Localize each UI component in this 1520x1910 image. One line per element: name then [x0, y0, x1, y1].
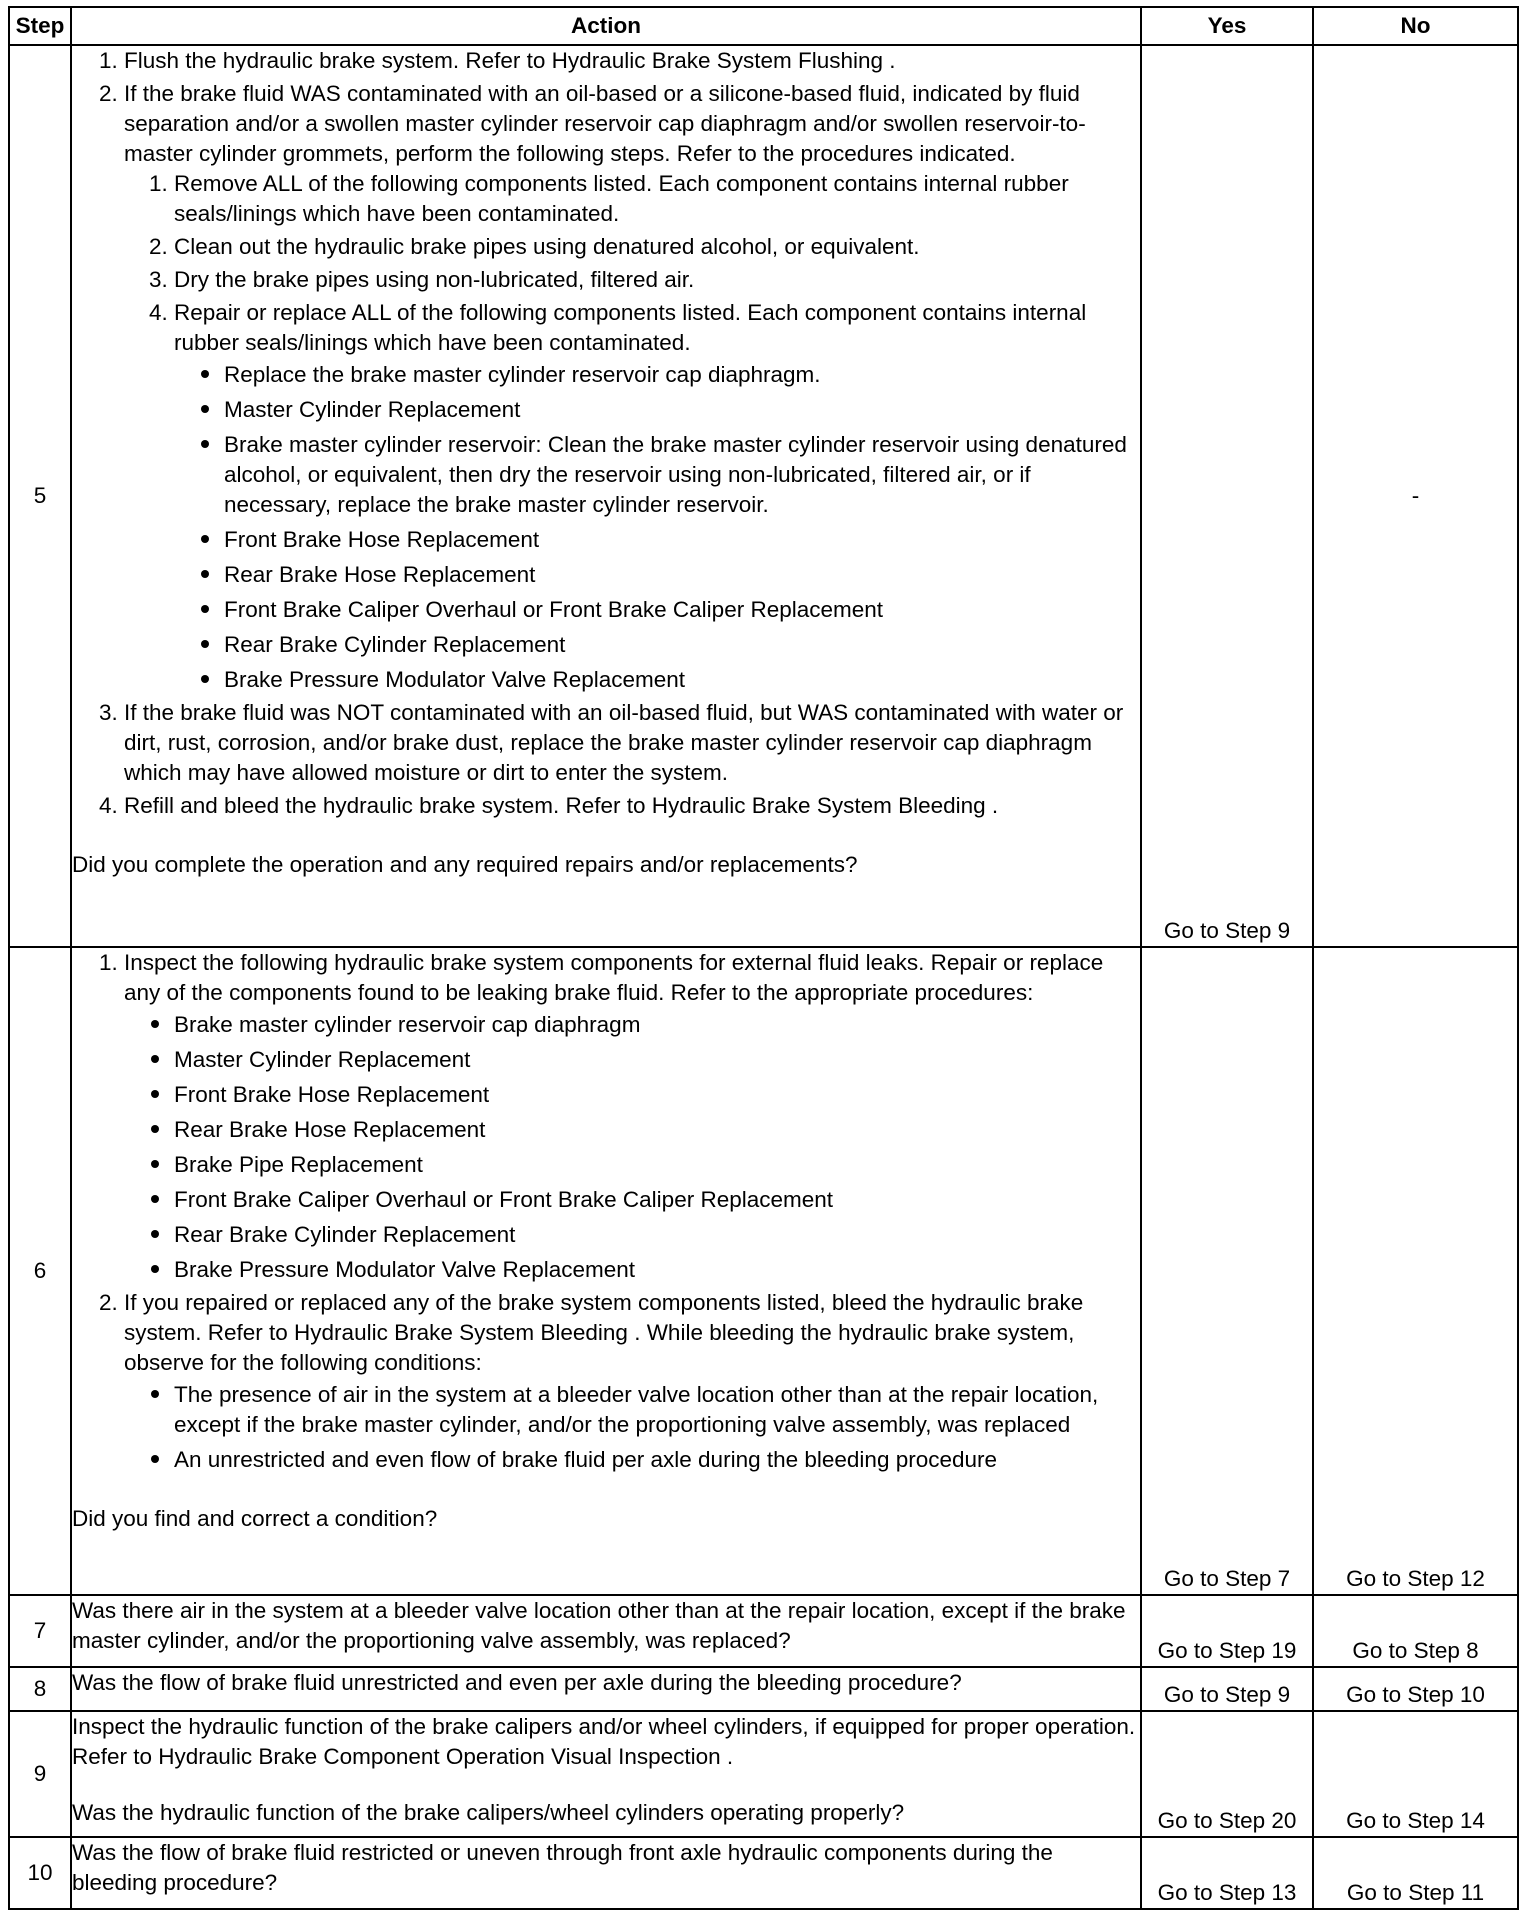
condition-list	[124, 1378, 1140, 1475]
list-item: 1. Flush the hydraulic brake system. Refer to Hydraulic Brake System Flushing .	[124, 46, 1140, 76]
bullet-item: • Front Brake Caliper Overhaul or Front Brake Caliper Replacement	[224, 593, 1140, 625]
yes-result: Go to Step 13	[1141, 1837, 1313, 1909]
step-6-action	[71, 947, 1141, 1595]
yes-result: Go to Step 7	[1141, 947, 1313, 1595]
step-6-row	[9, 947, 1518, 1595]
question: Was the flow of brake fluid restricted or uneven through front axle hydraulic components during the bleeding procedure?	[72, 1840, 1053, 1895]
step-10-action	[71, 1837, 1141, 1909]
step-5-list	[72, 46, 1140, 821]
sub-list	[124, 169, 1140, 695]
list-item: 2. Clean out the hydraulic brake pipes using denatured alcohol, or equivalent.	[174, 232, 1140, 262]
step-8-row	[9, 1667, 1518, 1711]
instruction: Inspect the hydraulic function of the brake calipers and/or wheel cylinders, if equipped for proper operation. Refer to Hydraulic Brake Component Operation Visual Inspection .	[72, 1714, 1136, 1769]
list-item	[124, 79, 1140, 695]
step-number: 6	[9, 947, 71, 1595]
bullet-item: • Replace the brake master cylinder reservoir cap diaphragm.	[224, 358, 1140, 390]
yes-header: Yes	[1141, 7, 1313, 45]
bullet-item: • Rear Brake Hose Replacement	[224, 558, 1140, 590]
bullet-item: • Front Brake Hose Replacement	[224, 523, 1140, 555]
no-result: Go to Step 11	[1313, 1837, 1518, 1909]
list-item: 1. Remove ALL of the following components listed. Each component contains internal rubber seals/linings which have been contaminated.	[174, 169, 1140, 229]
bullet-item: • An unrestricted and even flow of brake fluid per axle during the bleeding procedure	[174, 1443, 1140, 1475]
yes-result: Go to Step 20	[1141, 1711, 1313, 1837]
spacer	[72, 824, 1140, 850]
list-item: 3. If the brake fluid was NOT contaminated with an oil-based fluid, but WAS contaminated with water or dirt, rust, corrosion, and/or brake dust, replace the brake master cylinder reservoir cap diaphragm which may have allowed moisture or dirt to enter the system.	[124, 698, 1140, 788]
list-item	[124, 948, 1140, 1285]
bullet-item: • Master Cylinder Replacement	[174, 1043, 1140, 1075]
list-item	[174, 298, 1140, 695]
list-item	[124, 1288, 1140, 1475]
bullet-item: • The presence of air in the system at a bleeder valve location other than at the repair location, except if the brake master cylinder, and/or the proportioning valve assembly, was replaced	[174, 1378, 1140, 1440]
no-result: Go to Step 14	[1313, 1711, 1518, 1837]
yes-result: Go to Step 19	[1141, 1595, 1313, 1667]
question: Was the hydraulic function of the brake calipers/wheel cylinders operating properly?	[72, 1800, 905, 1825]
no-result: -	[1313, 45, 1518, 947]
no-result: Go to Step 8	[1313, 1595, 1518, 1667]
bullet-item: • Rear Brake Cylinder Replacement	[224, 628, 1140, 660]
step-number: 9	[9, 1711, 71, 1837]
list-item-text: Repair or replace ALL of the following components listed. Each component contains internal rubber seals/linings which have been contaminated.	[174, 300, 1087, 355]
step-9-row	[9, 1711, 1518, 1837]
list-item-text: If the brake fluid WAS contaminated with an oil-based or a silicone-based fluid, indicated by fluid separation and/or a swollen master cylinder reservoir cap diaphragm and/or swollen reservoir-to-master cylinder grommets, perform the following steps. Refer to the procedures indicated.	[124, 81, 1086, 166]
bullet-item: • Rear Brake Cylinder Replacement	[174, 1218, 1140, 1250]
header-row	[9, 7, 1518, 45]
list-item: 3. Dry the brake pipes using non-lubricated, filtered air.	[174, 265, 1140, 295]
bullet-item: • Brake Pressure Modulator Valve Replacement	[174, 1253, 1140, 1285]
step-10-row	[9, 1837, 1518, 1909]
no-result: Go to Step 12	[1313, 947, 1518, 1595]
diagnostic-table	[8, 6, 1519, 1910]
question: Was there air in the system at a bleeder valve location other than at the repair location, except if the brake master cylinder, and/or the proportioning valve assembly, was replaced?	[72, 1598, 1126, 1653]
spacer	[72, 1772, 1140, 1798]
no-result: Go to Step 10	[1313, 1667, 1518, 1711]
bullet-item: • Brake master cylinder reservoir: Clean the brake master cylinder reservoir using denatured alcohol, or equivalent, then dry the reservoir using non-lubricated, filtered air, or if necessary, replace the brake master cylinder reservoir.	[224, 428, 1140, 520]
question: Was the flow of brake fluid unrestricted and even per axle during the bleeding procedure?	[72, 1670, 962, 1695]
step-header: Step	[9, 7, 71, 45]
bullet-item: • Brake Pipe Replacement	[174, 1148, 1140, 1180]
list-item-text: Inspect the following hydraulic brake system components for external fluid leaks. Repair or replace any of the components found to be leaking brake fluid. Refer to the appropriate procedures:	[124, 950, 1104, 1005]
component-list	[124, 1008, 1140, 1285]
bullet-item: • Rear Brake Hose Replacement	[174, 1113, 1140, 1145]
question: Did you complete the operation and any required repairs and/or replacements?	[72, 852, 858, 877]
question: Did you find and correct a condition?	[72, 1506, 438, 1531]
step-number: 10	[9, 1837, 71, 1909]
bullet-item: • Front Brake Caliper Overhaul or Front Brake Caliper Replacement	[174, 1183, 1140, 1215]
component-list	[174, 358, 1140, 695]
step-number: 8	[9, 1667, 71, 1711]
bullet-item: • Master Cylinder Replacement	[224, 393, 1140, 425]
spacer	[72, 1478, 1140, 1504]
step-number: 7	[9, 1595, 71, 1667]
bullet-item: • Brake master cylinder reservoir cap diaphragm	[174, 1008, 1140, 1040]
list-item-text: If you repaired or replaced any of the brake system components listed, bleed the hydraulic brake system. Refer to Hydraulic Brake System Bleeding . While bleeding the hydraulic brake system, observe for the following conditions:	[124, 1290, 1084, 1375]
step-7-row	[9, 1595, 1518, 1667]
step-5-row	[9, 45, 1518, 947]
bullet-item: • Brake Pressure Modulator Valve Replacement	[224, 663, 1140, 695]
yes-result: Go to Step 9	[1141, 45, 1313, 947]
list-item: 4. Refill and bleed the hydraulic brake system. Refer to Hydraulic Brake System Bleeding .	[124, 791, 1140, 821]
action-header: Action	[71, 7, 1141, 45]
step-5-action	[71, 45, 1141, 947]
step-6-list	[72, 948, 1140, 1475]
yes-result: Go to Step 9	[1141, 1667, 1313, 1711]
step-7-action	[71, 1595, 1141, 1667]
bullet-item: • Front Brake Hose Replacement	[174, 1078, 1140, 1110]
step-number: 5	[9, 45, 71, 947]
step-8-action	[71, 1667, 1141, 1711]
step-9-action	[71, 1711, 1141, 1837]
no-header: No	[1313, 7, 1518, 45]
